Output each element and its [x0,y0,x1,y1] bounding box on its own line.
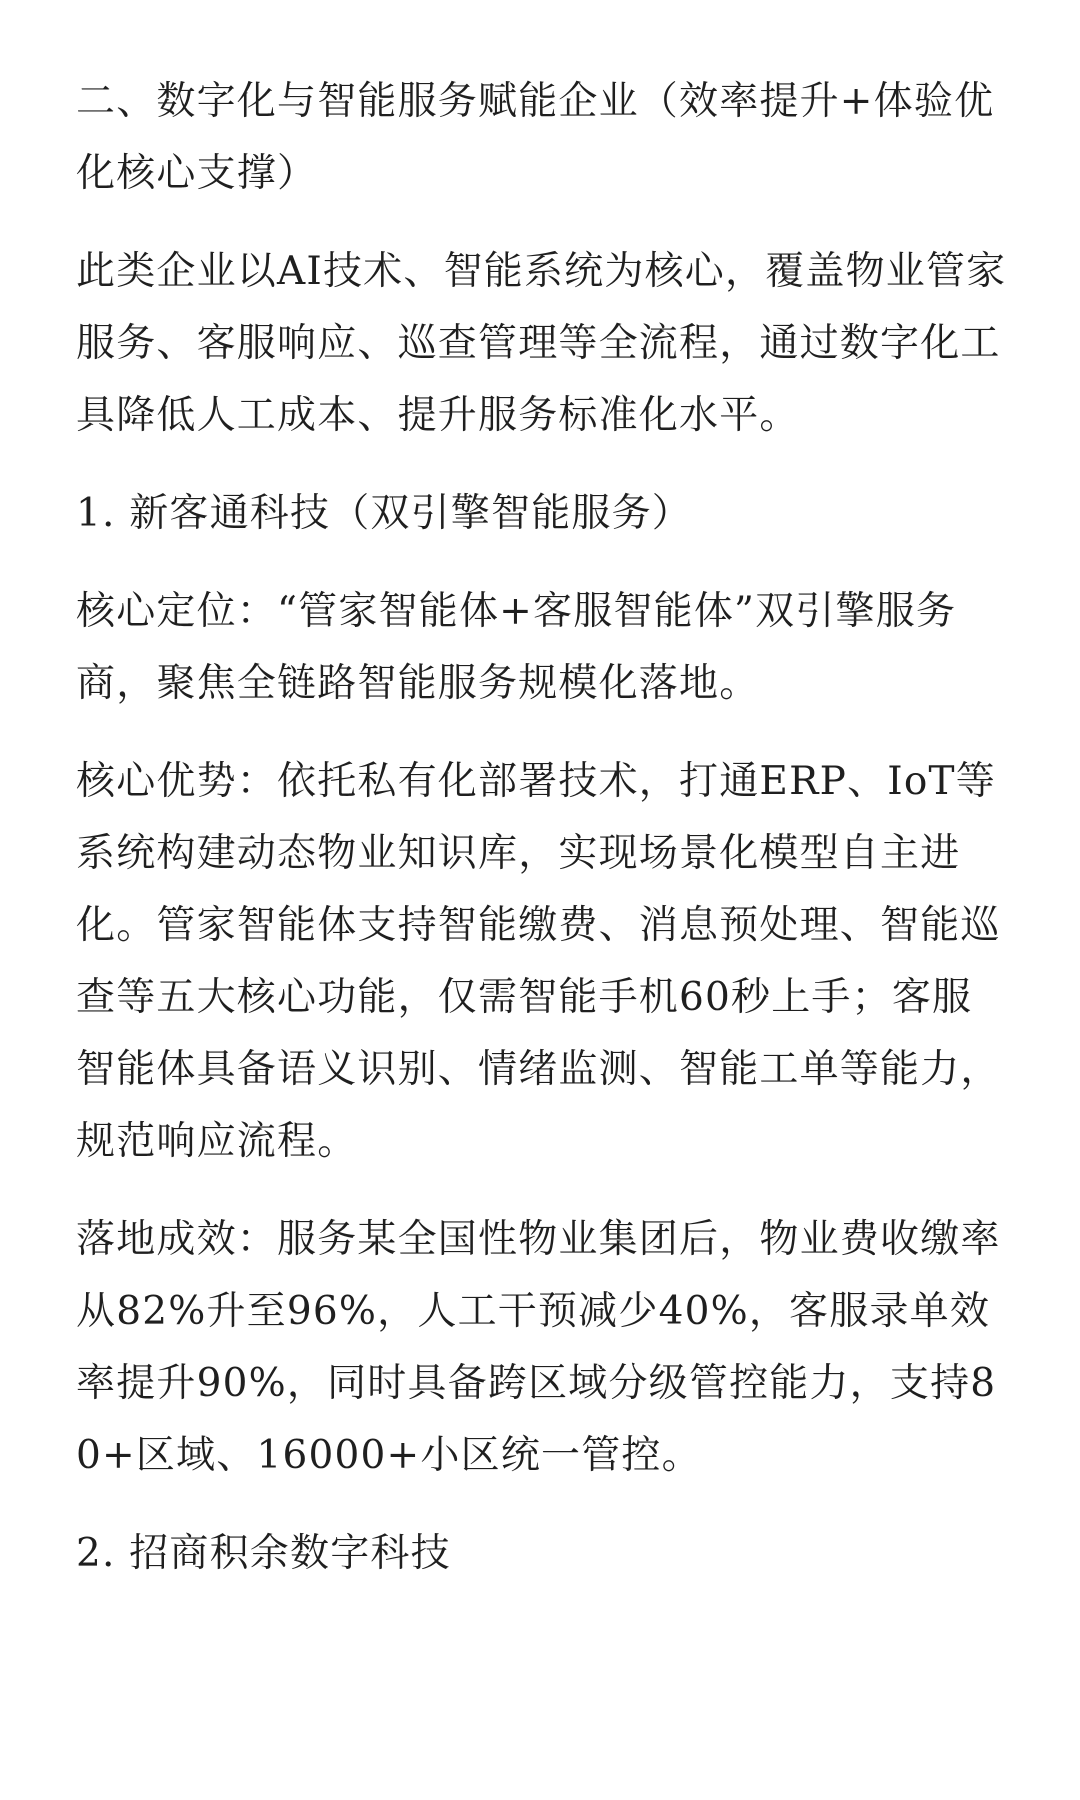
company-2-title: 2. 招商积余数字科技 [76,1531,451,1576]
intro-paragraph: 此类企业以AI技术、智能系统为核心，覆盖物业管家服务、客服响应、巡查管理等全流程，通过数字化工具降低人工成本、提升服务标准化水平。 [76,249,1007,438]
company-1-advantages: 核心优势：依托私有化部署技术，打通ERP、IoT等系统构建动态物业知识库，实现场景化模型自主进化。管家智能体支持智能缴费、消息预处理、智能巡查等五大核心功能，仅需智能手机60秒上手；客服智能体具备语义识别、情绪监测、智能工单等能力，规范响应流程。 [76,759,1001,1164]
company-1-title: 1. 新客通科技（双引擎智能服务） [76,491,693,536]
company-1-positioning: 核心定位：“管家智能体+客服智能体”双引擎服务商，聚焦全链路智能服务规模化落地。 [76,589,957,706]
section-heading: 二、数字化与智能服务赋能企业（效率提升+体验优化核心支撑） [76,79,995,196]
company-1-results: 落地成效：服务某全国性物业集团后，物业费收缴率从82%升至96%，人工干预减少40%，客服录单效率提升90%，同时具备跨区域分级管控能力，支持80+区域、16000+小区统一管控。 [76,1217,1001,1478]
